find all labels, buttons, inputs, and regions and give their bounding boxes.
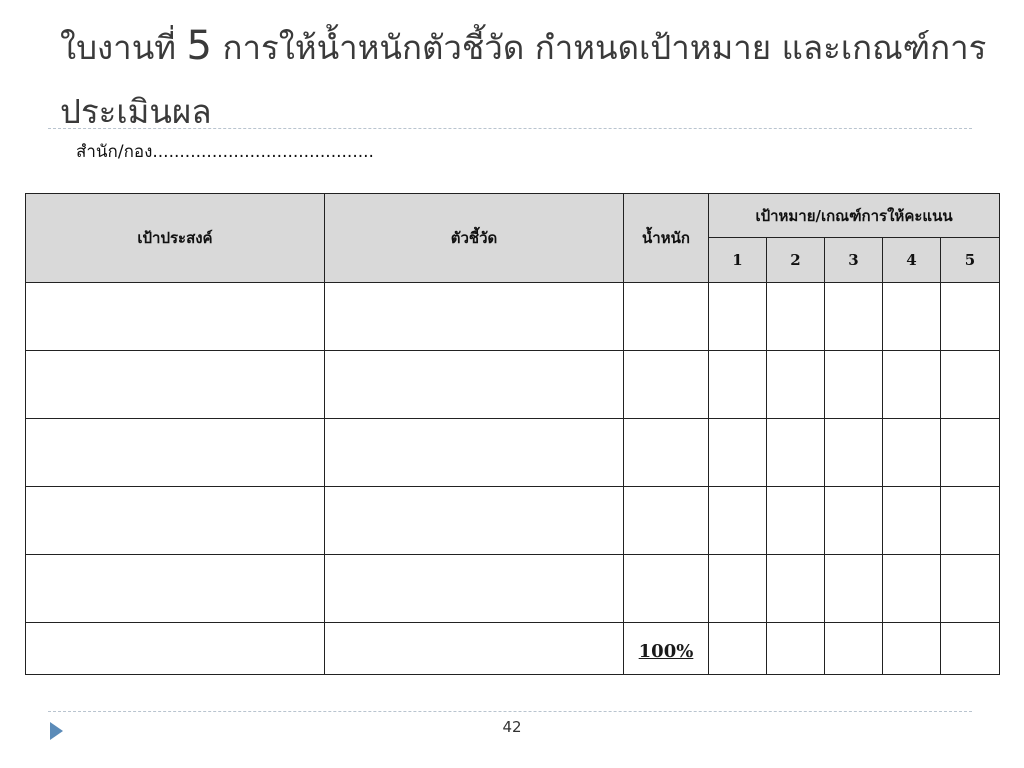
table-cell [624,351,709,419]
office-line [76,138,374,165]
table-cell [709,623,767,675]
table-cell [624,487,709,555]
office-label: สำนัก/กอง [76,142,153,162]
table-cell [767,623,825,675]
table-cell [624,419,709,487]
title-line2: ประเมินผล [60,92,212,131]
table-cell [26,283,325,351]
header-weight: น้ำหนัก [624,194,709,283]
table-cell [825,623,883,675]
bottom-divider [48,711,972,712]
header-level-3: 3 [825,238,883,283]
header-target-criteria: เป้าหมาย/เกณฑ์การให้คะแนน [709,194,1000,238]
table-cell [883,487,941,555]
table-cell [709,351,767,419]
table-cell [26,623,325,675]
table-cell [825,419,883,487]
header-level-4: 4 [883,238,941,283]
table-cell [825,283,883,351]
table-cell [325,283,624,351]
table-cell [883,419,941,487]
table-cell [825,487,883,555]
header-level-2: 2 [767,238,825,283]
total-row [26,623,1000,675]
table-cell [709,283,767,351]
header-level-5: 5 [941,238,1000,283]
page-title [60,14,990,144]
title-rest: การให้น้ำหนักตัวชี้วัด กำหนดเป้าหมาย และเกณฑ์การ [222,28,987,67]
table-cell [825,555,883,623]
table-cell [709,487,767,555]
table-cell [624,555,709,623]
office-fill-dots: ......................................... [152,142,374,162]
total-weight: 100% [624,623,709,675]
table-cell [325,351,624,419]
table-cell [883,623,941,675]
table-cell [709,419,767,487]
table-row [26,555,1000,623]
table-cell [325,623,624,675]
table-body [26,283,1000,623]
worksheet-number: 5 [186,23,212,69]
table-cell [26,555,325,623]
table-cell [883,555,941,623]
table-row [26,419,1000,487]
top-divider [48,128,972,129]
page-number: 42 [502,718,522,736]
header-indicator: ตัวชี้วัด [325,194,624,283]
header-objective: เป้าประสงค์ [26,194,325,283]
table-cell [709,555,767,623]
table-cell [941,487,1000,555]
table-cell [941,555,1000,623]
table-cell [767,487,825,555]
table-cell [767,283,825,351]
table-cell [941,283,1000,351]
table-cell [883,351,941,419]
table-cell [26,351,325,419]
table-cell [26,487,325,555]
table-cell [941,623,1000,675]
title-prefix: ใบงานที่ [60,28,177,67]
table-row [26,351,1000,419]
table-cell [825,351,883,419]
table-cell [767,555,825,623]
table-cell [767,351,825,419]
table-cell [767,419,825,487]
header-level-1: 1 [709,238,767,283]
table-row [26,283,1000,351]
table-row [26,487,1000,555]
kpi-table [25,193,1000,675]
table-cell [325,487,624,555]
table-cell [325,419,624,487]
table-cell [624,283,709,351]
table-cell [26,419,325,487]
table-cell [941,419,1000,487]
table-cell [325,555,624,623]
table-cell [941,351,1000,419]
table-cell [883,283,941,351]
